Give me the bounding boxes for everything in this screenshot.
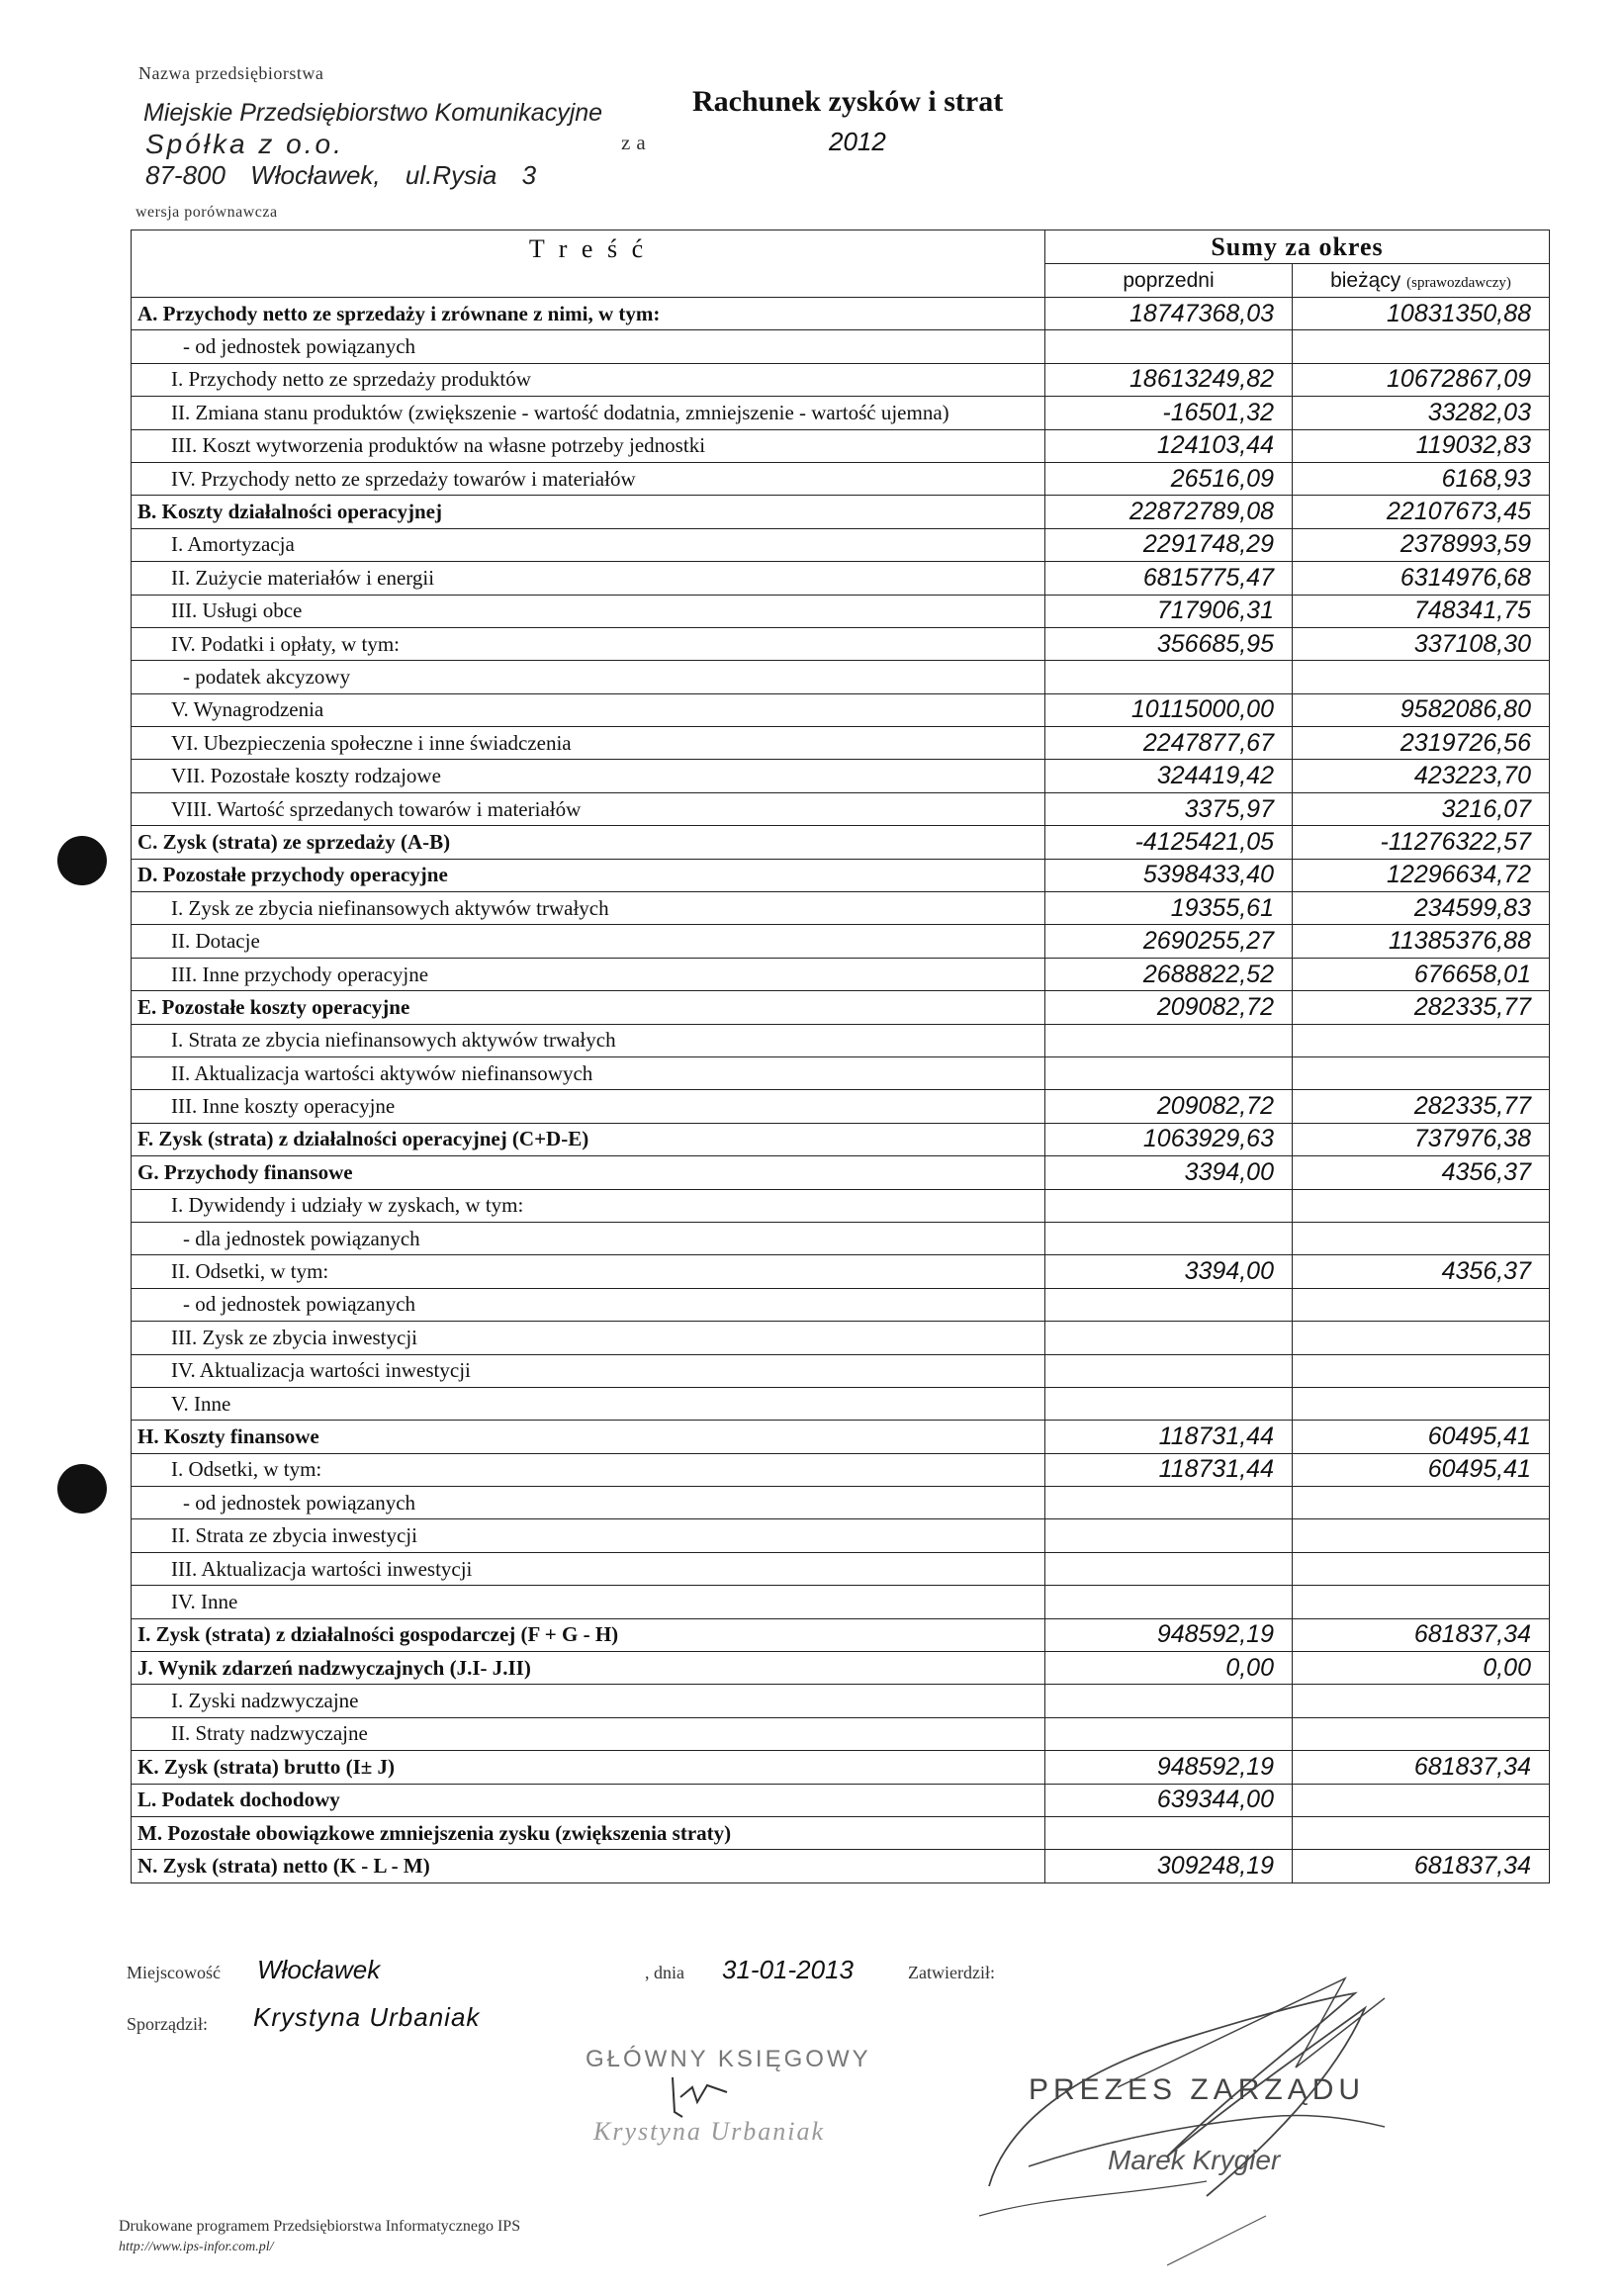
row-value-previous: 639344,00 xyxy=(1045,1784,1293,1816)
table-row xyxy=(132,925,1550,958)
row-value-previous: 2688822,52 xyxy=(1045,958,1293,990)
row-label: II. Odsetki, w tym: xyxy=(132,1255,1045,1288)
company-label: Nazwa przedsiębiorstwa xyxy=(138,63,324,83)
row-value-current: 119032,83 xyxy=(1293,429,1550,462)
table-row xyxy=(132,1586,1550,1618)
row-value-previous: 1063929,63 xyxy=(1045,1123,1293,1155)
table-row xyxy=(132,627,1550,660)
row-value-current: 60495,41 xyxy=(1293,1421,1550,1453)
row-value-previous: 22872789,08 xyxy=(1045,496,1293,528)
row-label: J. Wynik zdarzeń nadzwyczajnych (J.I- J.II) xyxy=(132,1652,1045,1685)
row-label: III. Koszt wytworzenia produktów na własne potrzeby jednostki xyxy=(132,429,1045,462)
table-row xyxy=(132,958,1550,990)
row-label: I. Zysk ze zbycia niefinansowych aktywów trwałych xyxy=(132,892,1045,925)
date-label: , dnia xyxy=(645,1963,684,1982)
table-row xyxy=(132,397,1550,429)
row-label: A. Przychody netto ze sprzedaży i zrównane z nimi, w tym: xyxy=(132,298,1045,330)
row-label: N. Zysk (strata) netto (K - L - M) xyxy=(132,1850,1045,1882)
row-value-previous xyxy=(1045,1816,1293,1849)
stamp-president: PREZES ZARZĄDU xyxy=(1029,2073,1366,2106)
row-value-current: 2378993,59 xyxy=(1293,528,1550,561)
row-label: I. Przychody netto ze sprzedaży produktów xyxy=(132,363,1045,396)
row-label: IV. Aktualizacja wartości inwestycji xyxy=(132,1354,1045,1387)
table-row xyxy=(132,693,1550,726)
table-row xyxy=(132,298,1550,330)
row-value-current xyxy=(1293,1322,1550,1354)
row-label: - od jednostek powiązanych xyxy=(132,1288,1045,1321)
table-row xyxy=(132,595,1550,627)
row-value-current: 10672867,09 xyxy=(1293,363,1550,396)
row-value-previous: 124103,44 xyxy=(1045,429,1293,462)
row-value-current xyxy=(1293,1519,1550,1552)
table-row xyxy=(132,1717,1550,1750)
row-label: III. Inne koszty operacyjne xyxy=(132,1090,1045,1123)
row-value-current: 748341,75 xyxy=(1293,595,1550,627)
table-row xyxy=(132,1387,1550,1420)
row-label: II. Strata ze zbycia inwestycji xyxy=(132,1519,1045,1552)
row-label: III. Usługi obce xyxy=(132,595,1045,627)
document-title: Rachunek zysków i strat xyxy=(692,85,1004,118)
row-value-previous xyxy=(1045,1586,1293,1618)
row-value-current: 4356,37 xyxy=(1293,1156,1550,1189)
table-row xyxy=(132,1618,1550,1651)
table-row xyxy=(132,1487,1550,1519)
table-row xyxy=(132,562,1550,595)
date-value: 31-01-2013 xyxy=(722,1955,854,1984)
table-row xyxy=(132,1123,1550,1155)
row-label: M. Pozostałe obowiązkowe zmniejszenia zysku (zwiększenia straty) xyxy=(132,1816,1045,1849)
row-label: E. Pozostałe koszty operacyjne xyxy=(132,991,1045,1024)
company-name-line1: Miejskie Przedsiębiorstwo Komunikacyjne xyxy=(143,99,603,127)
row-value-previous: 10115000,00 xyxy=(1045,693,1293,726)
row-value-current: 6314976,68 xyxy=(1293,562,1550,595)
table-row xyxy=(132,1222,1550,1254)
row-value-current: 337108,30 xyxy=(1293,627,1550,660)
row-value-current xyxy=(1293,1354,1550,1387)
row-value-previous xyxy=(1045,330,1293,363)
row-value-current xyxy=(1293,1685,1550,1717)
row-value-current: 22107673,45 xyxy=(1293,496,1550,528)
version-label: wersja porównawcza xyxy=(135,204,278,221)
row-value-current: 10831350,88 xyxy=(1293,298,1550,330)
row-label: VIII. Wartość sprzedanych towarów i materiałów xyxy=(132,792,1045,825)
table-row xyxy=(132,991,1550,1024)
table-row xyxy=(132,1453,1550,1486)
row-value-previous xyxy=(1045,1288,1293,1321)
income-statement-table xyxy=(131,230,1550,1883)
row-label: H. Koszty finansowe xyxy=(132,1421,1045,1453)
row-value-previous: 3394,00 xyxy=(1045,1156,1293,1189)
row-value-previous: 118731,44 xyxy=(1045,1421,1293,1453)
table-row xyxy=(132,1784,1550,1816)
row-value-current: 234599,83 xyxy=(1293,892,1550,925)
table-row xyxy=(132,1421,1550,1453)
row-value-current: 12296634,72 xyxy=(1293,859,1550,891)
table-row xyxy=(132,826,1550,859)
row-value-previous: 0,00 xyxy=(1045,1652,1293,1685)
row-label: D. Pozostałe przychody operacyjne xyxy=(132,859,1045,891)
row-label: - od jednostek powiązanych xyxy=(132,330,1045,363)
table-row xyxy=(132,1090,1550,1123)
row-value-current: 2319726,56 xyxy=(1293,727,1550,760)
table-row xyxy=(132,1850,1550,1882)
header-sumy: Sumy za okres xyxy=(1045,230,1550,264)
row-label: IV. Podatki i opłaty, w tym: xyxy=(132,627,1045,660)
table-row xyxy=(132,1288,1550,1321)
row-label: II. Dotacje xyxy=(132,925,1045,958)
row-value-previous: 209082,72 xyxy=(1045,991,1293,1024)
row-label: VI. Ubezpieczenia społeczne i inne świadczenia xyxy=(132,727,1045,760)
stamp-chief-accountant: GŁÓWNY KSIĘGOWY xyxy=(586,2046,871,2072)
table-row xyxy=(132,363,1550,396)
row-label: G. Przychody finansowe xyxy=(132,1156,1045,1189)
row-value-current: 282335,77 xyxy=(1293,1090,1550,1123)
row-value-previous: 19355,61 xyxy=(1045,892,1293,925)
row-value-previous: 118731,44 xyxy=(1045,1453,1293,1486)
row-value-previous xyxy=(1045,1222,1293,1254)
row-value-current: 3216,07 xyxy=(1293,792,1550,825)
row-value-current: 4356,37 xyxy=(1293,1255,1550,1288)
row-value-previous: 2247877,67 xyxy=(1045,727,1293,760)
row-label: - od jednostek powiązanych xyxy=(132,1487,1045,1519)
row-value-previous: 5398433,40 xyxy=(1045,859,1293,891)
approved-label: Zatwierdził: xyxy=(908,1963,995,1982)
row-label: - dla jednostek powiązanych xyxy=(132,1222,1045,1254)
row-value-current xyxy=(1293,1024,1550,1056)
row-value-current xyxy=(1293,1717,1550,1750)
row-value-current xyxy=(1293,661,1550,693)
row-label: B. Koszty działalności operacyjnej xyxy=(132,496,1045,528)
row-label: I. Zyski nadzwyczajne xyxy=(132,1685,1045,1717)
row-value-current xyxy=(1293,1784,1550,1816)
row-value-current: 9582086,80 xyxy=(1293,693,1550,726)
za-label: za xyxy=(621,131,652,154)
table-row xyxy=(132,760,1550,792)
row-value-previous: 26516,09 xyxy=(1045,462,1293,495)
company-address: 87-800 Włocławek, ul.Rysia 3 xyxy=(145,160,537,190)
table-row xyxy=(132,1056,1550,1089)
table-row xyxy=(132,1189,1550,1222)
row-value-current: 33282,03 xyxy=(1293,397,1550,429)
row-value-current xyxy=(1293,1056,1550,1089)
row-value-previous: 717906,31 xyxy=(1045,595,1293,627)
table-row xyxy=(132,792,1550,825)
row-label: VII. Pozostałe koszty rodzajowe xyxy=(132,760,1045,792)
header-tresc: T r e ś ć xyxy=(132,230,1045,298)
row-value-previous: 948592,19 xyxy=(1045,1618,1293,1651)
row-value-previous: 309248,19 xyxy=(1045,1850,1293,1882)
row-value-previous: 324419,42 xyxy=(1045,760,1293,792)
row-label: I. Amortyzacja xyxy=(132,528,1045,561)
row-value-previous xyxy=(1045,1519,1293,1552)
row-label: II. Aktualizacja wartości aktywów niefinansowych xyxy=(132,1056,1045,1089)
row-value-previous: 3394,00 xyxy=(1045,1255,1293,1288)
row-value-current xyxy=(1293,1189,1550,1222)
row-label: III. Inne przychody operacyjne xyxy=(132,958,1045,990)
row-label: II. Zmiana stanu produktów (zwiększenie - wartość dodatnia, zmniejszenie - wartość ujemna) xyxy=(132,397,1045,429)
table-row xyxy=(132,727,1550,760)
report-year: 2012 xyxy=(829,127,886,156)
row-value-previous xyxy=(1045,1354,1293,1387)
row-value-current: 6168,93 xyxy=(1293,462,1550,495)
printed-by: Drukowane programem Przedsiębiorstwa Informatycznego IPS xyxy=(119,2218,521,2235)
row-value-current: 681837,34 xyxy=(1293,1618,1550,1651)
signature-president-icon xyxy=(969,1969,1424,2285)
prepared-label: Sporządził: xyxy=(127,2014,208,2034)
table-row xyxy=(132,1816,1550,1849)
table-row xyxy=(132,892,1550,925)
row-value-current: 60495,41 xyxy=(1293,1453,1550,1486)
row-value-current: 676658,01 xyxy=(1293,958,1550,990)
row-label: C. Zysk (strata) ze sprzedaży (A-B) xyxy=(132,826,1045,859)
table-row xyxy=(132,1354,1550,1387)
signature-accountant-icon xyxy=(653,2058,742,2127)
row-value-previous xyxy=(1045,1024,1293,1056)
table-row xyxy=(132,1552,1550,1585)
table-row xyxy=(132,1519,1550,1552)
row-label: IV. Inne xyxy=(132,1586,1045,1618)
table-row xyxy=(132,1685,1550,1717)
header-previous: poprzedni xyxy=(1045,264,1293,298)
row-label: F. Zysk (strata) z działalności operacyjnej (C+D-E) xyxy=(132,1123,1045,1155)
row-value-previous: -4125421,05 xyxy=(1045,826,1293,859)
table-row xyxy=(132,1652,1550,1685)
row-value-current xyxy=(1293,1552,1550,1585)
stamp-chief-accountant-name: Krystyna Urbaniak xyxy=(593,2117,826,2146)
row-label: K. Zysk (strata) brutto (I± J) xyxy=(132,1751,1045,1784)
table-row xyxy=(132,429,1550,462)
row-label: I. Dywidendy i udziały w zyskach, w tym: xyxy=(132,1189,1045,1222)
row-value-previous: 356685,95 xyxy=(1045,627,1293,660)
row-label: V. Inne xyxy=(132,1387,1045,1420)
table-row xyxy=(132,859,1550,891)
table-row xyxy=(132,1751,1550,1784)
row-value-previous: 209082,72 xyxy=(1045,1090,1293,1123)
table-row xyxy=(132,1024,1550,1056)
row-value-current: 423223,70 xyxy=(1293,760,1550,792)
company-name-line2: Spółka z o.o. xyxy=(145,129,344,159)
table-row xyxy=(132,1156,1550,1189)
row-value-current: 681837,34 xyxy=(1293,1751,1550,1784)
row-value-current xyxy=(1293,1487,1550,1519)
row-label: I. Strata ze zbycia niefinansowych aktywów trwałych xyxy=(132,1024,1045,1056)
row-value-previous xyxy=(1045,1056,1293,1089)
row-label: V. Wynagrodzenia xyxy=(132,693,1045,726)
row-value-current xyxy=(1293,1288,1550,1321)
row-label: II. Zużycie materiałów i energii xyxy=(132,562,1045,595)
row-value-current xyxy=(1293,1387,1550,1420)
row-value-previous xyxy=(1045,1717,1293,1750)
row-value-current: 681837,34 xyxy=(1293,1850,1550,1882)
row-value-current xyxy=(1293,1816,1550,1849)
table-row xyxy=(132,1322,1550,1354)
row-value-previous: 948592,19 xyxy=(1045,1751,1293,1784)
row-label: I. Odsetki, w tym: xyxy=(132,1453,1045,1486)
row-value-previous xyxy=(1045,1189,1293,1222)
printed-by-url: http://www.ips-infor.com.pl/ xyxy=(119,2240,274,2254)
header-current: bieżący (sprawozdawczy) xyxy=(1293,264,1550,298)
row-value-previous: 3375,97 xyxy=(1045,792,1293,825)
row-value-current: 0,00 xyxy=(1293,1652,1550,1685)
row-value-current: 737976,38 xyxy=(1293,1123,1550,1155)
table-row xyxy=(132,528,1550,561)
table-row xyxy=(132,1255,1550,1288)
row-label: II. Straty nadzwyczajne xyxy=(132,1717,1045,1750)
row-value-previous: 6815775,47 xyxy=(1045,562,1293,595)
stamp-president-name: Marek Krygier xyxy=(1108,2145,1281,2175)
row-value-current xyxy=(1293,330,1550,363)
table-row xyxy=(132,496,1550,528)
row-label: - podatek akcyzowy xyxy=(132,661,1045,693)
row-value-previous xyxy=(1045,1685,1293,1717)
row-value-previous: 18747368,03 xyxy=(1045,298,1293,330)
punch-hole xyxy=(57,1464,107,1514)
row-value-previous: 18613249,82 xyxy=(1045,363,1293,396)
row-value-previous xyxy=(1045,1387,1293,1420)
punch-hole xyxy=(57,836,107,885)
row-label: III. Aktualizacja wartości inwestycji xyxy=(132,1552,1045,1585)
row-value-current xyxy=(1293,1222,1550,1254)
row-value-previous: 2291748,29 xyxy=(1045,528,1293,561)
row-value-previous xyxy=(1045,1552,1293,1585)
table-row xyxy=(132,330,1550,363)
row-label: IV. Przychody netto ze sprzedaży towarów i materiałów xyxy=(132,462,1045,495)
row-value-previous: 2690255,27 xyxy=(1045,925,1293,958)
row-value-current: 11385376,88 xyxy=(1293,925,1550,958)
table-row xyxy=(132,661,1550,693)
row-label: III. Zysk ze zbycia inwestycji xyxy=(132,1322,1045,1354)
row-value-previous xyxy=(1045,1322,1293,1354)
row-value-previous: -16501,32 xyxy=(1045,397,1293,429)
row-label: I. Zysk (strata) z działalności gospodarczej (F + G - H) xyxy=(132,1618,1045,1651)
prepared-by: Krystyna Urbaniak xyxy=(253,2002,481,2032)
row-value-previous xyxy=(1045,661,1293,693)
row-value-current: 282335,77 xyxy=(1293,991,1550,1024)
row-value-previous xyxy=(1045,1487,1293,1519)
row-label: L. Podatek dochodowy xyxy=(132,1784,1045,1816)
row-value-current xyxy=(1293,1586,1550,1618)
place-label: Miejscowość xyxy=(127,1963,221,1982)
row-value-current: -11276322,57 xyxy=(1293,826,1550,859)
place-value: Włocławek xyxy=(257,1955,381,1984)
table-row xyxy=(132,462,1550,495)
